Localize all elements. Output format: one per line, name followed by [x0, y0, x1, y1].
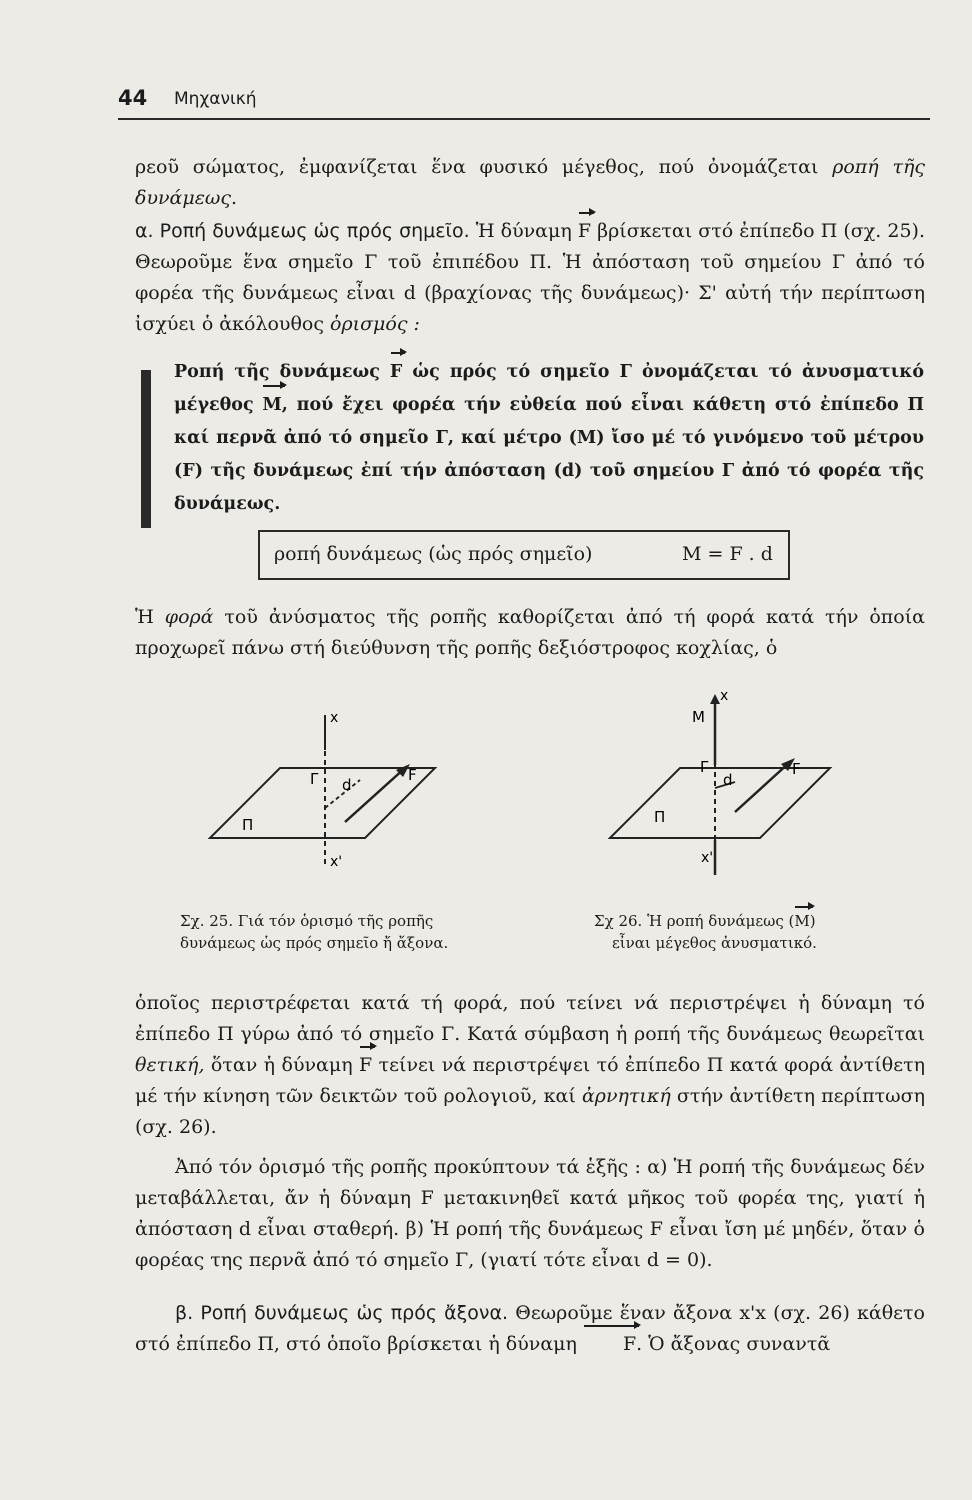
label-F: F [792, 760, 801, 778]
paragraph-direction: Ἡ φορά τοῦ ἀνύσματος τῆς ροπῆς καθορίζεται ἀπό τή φορά κατά τήν ὁποία προχωρεῖ πάνω στή διεύθυνση τῆς ροπῆς δεξιόστροφος κοχλίας, ὁ [135, 606, 925, 659]
label-d: d [342, 776, 352, 794]
vector-F: F [583, 1329, 636, 1360]
paragraph-sign-convention: ὁποῖος περιστρέφεται κατά τή φορά, πού τείνει νά περιστρέψει ἡ δύναμη τό ἐπίπεδο Π γύρω ἀπό τό σημεῖο Γ. Κατά σύμβαση ἡ ροπή τῆς δυνάμεως θεωρεῖται θετική, ὅταν ἡ δύναμη F τείνει νά περιστρέψει τό ἐπίπεδο Π κατά φορά ἀντίθετη μέ τήν κίνηση τῶν δεικτῶν τοῦ ρολογιοῦ, καί ἀρνητική στήν ἀντίθετη περίπτωση (σχ. 26). [135, 992, 925, 1138]
label-gamma: Γ [700, 758, 709, 776]
formula-box [258, 530, 790, 580]
formula-label: ροπή δυνάμεως (ὡς πρός σημεῖο) [274, 543, 593, 565]
page-number: 44 [118, 86, 148, 110]
figure-26 [610, 690, 830, 875]
paragraph-torque-point: α. Ροπή δυνάμεως ὡς πρός σημεῖο. Ἡ δύναμη F βρίσκεται στό ἐπίπεδο Π (σχ. 25). Θεωροῦμε ἕνα σημεῖο Γ τοῦ ἐπιπέδου Π. Ἡ ἀπόσταση τοῦ σημείου Γ ἀπό τό φορέα τῆς δυνάμεως εἶναι d (βραχίονας τῆς δυνάμεως)· Σ' αὐτή τήν περίπτωση ἰσχύει ὁ ἀκόλουθος ὁρισμός : [135, 216, 925, 340]
definition-marker-bar [141, 370, 151, 528]
label-F: F [408, 766, 417, 784]
formula-expression: M = F . d [682, 543, 773, 565]
label-d: d [723, 771, 733, 789]
figures [170, 690, 870, 890]
plane-pi [610, 768, 830, 838]
label-gamma: Γ [310, 770, 319, 788]
page-header [118, 86, 930, 120]
figure-25 [210, 710, 435, 870]
term-definition: ὁρισμός : [330, 313, 420, 335]
label-x: x [720, 690, 729, 704]
vector-F: F [359, 1050, 372, 1081]
running-title: Μηχανική [174, 89, 257, 109]
term-torque: ροπή τῆς δυνάμεως. [135, 156, 925, 209]
caption-fig25: Σχ. 25. Γιά τόν ὁρισμό τῆς ροπῆς δυνάμεως ὡς πρός σημεῖο ἤ ἄξονα. [180, 912, 449, 952]
section-heading-a: α. Ροπή δυνάμεως ὡς πρός σημεῖο. [135, 220, 470, 242]
paragraph-torque-axis: β. Ροπή δυνάμεως ὡς πρός ἄξονα. Θεωροῦμε ἕναν ἄξονα x'x (σχ. 26) κάθετο στό ἐπίπεδο Π, στό ὁποῖο βρίσκεται ἡ δύναμη F. Ὁ ἄξονας συναντᾶ [135, 1298, 925, 1360]
paragraph-intro: ρεοῦ σώματος, ἐμφανίζεται ἕνα φυσικό μέγεθος, πού ὀνομάζεται ροπή τῆς δυνάμεως. [135, 156, 925, 209]
force-line [345, 768, 405, 822]
label-M: M [692, 708, 705, 726]
label-x: x [330, 710, 339, 726]
definition-block: Ροπή τῆς δυνάμεως F ὡς πρός τό σημεῖο Γ ὀνομάζεται τό ἀνυσματικό μέγεθος M, πού ἔχει φορέα τήν εὐθεία πού εἶναι κάθετη στό ἐπίπεδο Π καί περνᾶ ἀπό τό σημεῖο Γ, καί μέτρο (Μ) ἴσο μέ τό γινόμενο τοῦ μέτρου (F) τῆς δυνάμεως ἐπί τήν ἀπόσταση (d) τοῦ σημείου Γ ἀπό τό φορέα τῆς δυνάμεως. [174, 356, 924, 521]
term-negative: ἀρνητική [581, 1085, 671, 1107]
force-line [735, 762, 790, 812]
label-pi: Π [242, 816, 254, 834]
caption-fig26: Σχ 26. Ἡ ροπή δυνάμεως (M) εἶναι μέγεθος ἀνυσματικό. [594, 912, 817, 952]
label-x-prime: x' [330, 854, 343, 870]
label-pi: Π [654, 808, 666, 826]
moment-arrowhead [710, 694, 720, 704]
paragraph-consequences: Ἀπό τόν ὁρισμό τῆς ροπῆς προκύπτουν τά ἑξῆς : α) Ἡ ροπή τῆς δυνάμεως δέν μεταβάλλεται, ἄν ἡ δύναμη F μετακινηθεῖ κατά μῆκος τοῦ φορέα της, γιατί ἡ ἀπόσταση d εἶναι σταθερή. β) Ἡ ροπή τῆς δυνάμεως F εἶναι ἴση μέ μηδέν, ὅταν ὁ φορέας της περνᾶ ἀπό τό σημεῖο Γ, (γιατί τότε εἶναι d = 0). [135, 1156, 925, 1271]
vector-M: M [262, 389, 281, 422]
term-positive: θετική, [135, 1054, 205, 1076]
section-heading-b: β. Ροπή δυνάμεως ὡς πρός ἄξονα. [175, 1302, 509, 1324]
vector-F: F [578, 216, 591, 247]
term-direction: φορά [164, 606, 214, 628]
label-x-prime: x' [701, 850, 714, 866]
vector-F: F [390, 356, 402, 389]
